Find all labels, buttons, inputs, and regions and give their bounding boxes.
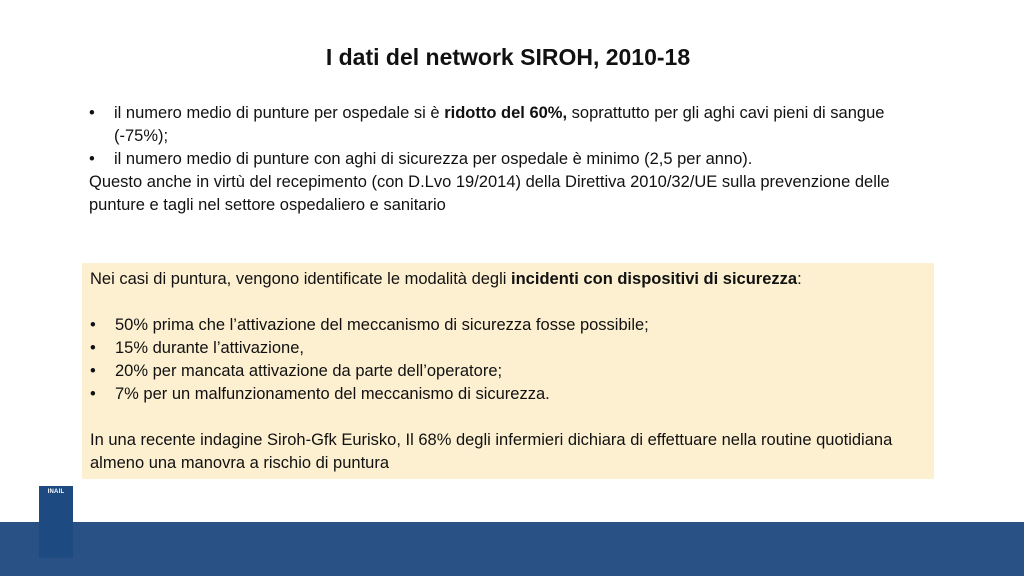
bullet-text: 7% per un malfunzionamento del meccanismo di sicurezza. — [115, 385, 550, 403]
bullet-bold-text: ridotto del 60%, — [444, 104, 568, 122]
box-bullet-3 — [90, 360, 926, 383]
bullet-marker: • — [90, 362, 96, 380]
box-bullet-2 — [90, 337, 926, 360]
box-closing: In una recente indagine Siroh-Gfk Eurisko, Il 68% degli infermieri dichiara di effettuare nella routine quotidiana almeno una manovra a rischio di puntura — [90, 431, 893, 472]
box-bullet-4 — [90, 383, 926, 406]
box-bullet-1 — [90, 314, 926, 337]
intro-bullet-2 — [89, 148, 939, 171]
footer-band — [0, 522, 1024, 576]
bullet-text: 50% prima che l’attivazione del meccanismo di sicurezza fosse possibile; — [115, 316, 649, 334]
box-lead — [90, 268, 926, 291]
bullet-text-end: soprattutto per gli aghi cavi pieni di sangue (-75%); — [114, 104, 885, 145]
spacer — [90, 406, 926, 429]
spacer — [90, 291, 926, 314]
intro-bullet-1 — [89, 102, 939, 148]
logo-text: INAIL — [47, 489, 65, 495]
box-lead-end: : — [797, 270, 802, 288]
box-lead-bold: incidenti con dispositivi di sicurezza — [511, 270, 798, 288]
bullet-text: 15% durante l’attivazione, — [115, 339, 304, 357]
box-lead-text: Nei casi di puntura, vengono identificate le modalità degli — [90, 270, 512, 288]
intro-paragraph: Questo anche in virtù del recepimento (con D.Lvo 19/2014) della Direttiva 2010/32/UE sulla prevenzione delle punture e tagli nel settore ospedaliero e sanitario — [89, 173, 890, 214]
intro-section — [89, 102, 939, 217]
bullet-text: il numero medio di punture per ospedale si è — [114, 104, 445, 122]
inail-logo — [39, 486, 73, 558]
bullet-marker: • — [89, 150, 95, 168]
highlight-box — [82, 263, 934, 479]
bullet-marker: • — [89, 104, 95, 122]
bullet-marker: • — [90, 316, 96, 334]
bullet-marker: • — [90, 385, 96, 403]
page-title: I dati del network SIROH, 2010-18 — [325, 44, 691, 70]
bullet-text: il numero medio di punture con aghi di sicurezza per ospedale è minimo (2,5 per anno). — [114, 150, 753, 168]
bullet-text: 20% per mancata attivazione da parte dell’operatore; — [115, 362, 503, 380]
bullet-marker: • — [90, 339, 96, 357]
